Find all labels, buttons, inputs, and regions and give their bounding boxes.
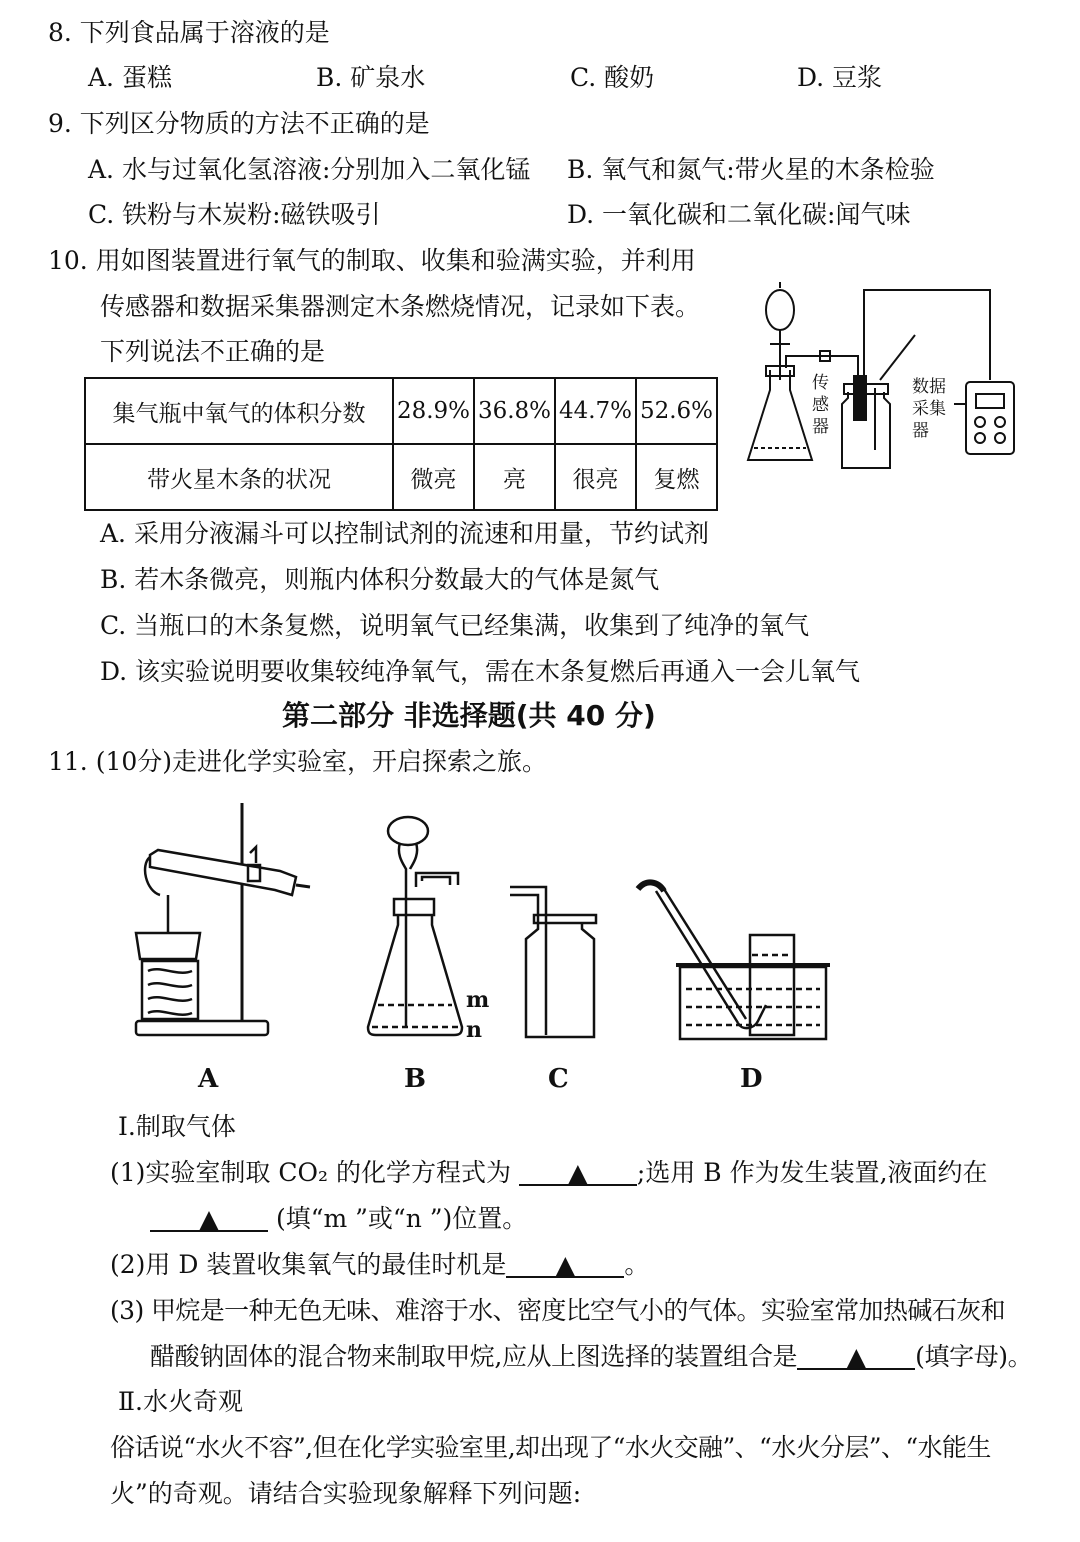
collector-label: 数据 <box>912 377 946 397</box>
table-cell: 52.6% <box>636 378 717 444</box>
q8-option-a: A. 蛋糕 <box>88 63 172 92</box>
collector-label: 器 <box>912 421 929 441</box>
table-cell: 44.7% <box>555 378 636 444</box>
conical-flask <box>748 370 812 460</box>
table-cell: 复燃 <box>636 444 717 510</box>
s1-q1-text: (1)实验室制取 CO₂ 的化学方程式为 <box>110 1158 511 1187</box>
s2-line1: 俗话说“水火不容”,但在化学实验室里,却出现了“水火交融”、“水火分层”、“水能生 <box>110 1433 991 1462</box>
answer-blank[interactable] <box>150 1204 268 1232</box>
funnel-bulb <box>766 290 794 330</box>
s1-q1-text: ;选用 B 作为发生装置,液面约在 <box>636 1158 988 1187</box>
table-row-header: 带火星木条的状况 <box>85 444 393 510</box>
s1-q2-text: 。 <box>624 1250 650 1279</box>
table-row <box>85 378 717 444</box>
q9-option-d: D. 一氧化碳和二氧化碳:闻气味 <box>567 200 911 229</box>
table-row <box>85 444 717 510</box>
q9-option-c: C. 铁粉与木炭粉:磁铁吸引 <box>88 200 381 229</box>
s1-q1-line2 <box>150 1204 527 1234</box>
q10-option-d: D. 该实验说明要收集较纯净氧气，需在木条复燃后再通入一会儿氧气 <box>100 657 861 686</box>
table-cell: 微亮 <box>393 444 474 510</box>
blank-marker: ▲ <box>555 1250 575 1279</box>
answer-blank[interactable] <box>506 1250 624 1278</box>
q8-option-b: B. 矿泉水 <box>316 63 426 92</box>
q10-option-a: A. 采用分液漏斗可以控制试剂的流速和用量，节约试剂 <box>100 519 709 548</box>
collector-label: 采集 <box>912 399 946 419</box>
sensor-label-char: 感 <box>812 395 829 415</box>
s1-q2-line <box>110 1250 649 1280</box>
s1-q1-text: (填“m ”或“n ”)位置。 <box>275 1204 528 1233</box>
level-label-n: n <box>466 1017 482 1043</box>
s1-q3-line1: (3) 甲烷是一种无色无味、难溶于水、密度比空气小的气体。实验室常加热碱石灰和 <box>110 1296 1005 1325</box>
q8-option-c: C. 酸奶 <box>570 63 655 92</box>
apparatus-c <box>510 887 596 1037</box>
apparatus-d <box>638 882 830 1039</box>
q11-apparatus-figure <box>120 795 840 1095</box>
s1-q1-line1 <box>110 1158 988 1188</box>
s1-q3-text: 醋酸钠固体的混合物来制取甲烷,应从上图选择的装置组合是 <box>150 1342 798 1371</box>
table-cell: 亮 <box>474 444 555 510</box>
answer-blank[interactable] <box>519 1158 637 1186</box>
q10-stem-line1: 10. 用如图装置进行氧气的制取、收集和验满实验，并利用 <box>48 246 696 275</box>
level-label-m: m <box>466 987 490 1013</box>
q10-apparatus-figure <box>740 280 1030 475</box>
s1-q2-text: (2)用 D 装置收集氧气的最佳时机是 <box>110 1250 507 1279</box>
table-cell: 36.8% <box>474 378 555 444</box>
s1-q3-line2 <box>150 1342 1032 1372</box>
blank-marker: ▲ <box>199 1204 219 1233</box>
part2-heading: 第二部分 非选择题(共 40 分) <box>282 699 656 732</box>
q9-option-a: A. 水与过氧化氢溶液:分别加入二氧化锰 <box>88 155 531 184</box>
table-row-header: 集气瓶中氧气的体积分数 <box>85 378 393 444</box>
blank-marker: ▲ <box>846 1342 866 1371</box>
apparatus-label-a: A <box>198 1064 219 1094</box>
q11-stem: 11. (10分)走进化学实验室，开启探索之旅。 <box>48 747 548 776</box>
section2-title: Ⅱ.水火奇观 <box>118 1387 243 1416</box>
sensor <box>854 376 866 420</box>
apparatus-label-b: B <box>404 1064 426 1094</box>
table-cell: 28.9% <box>393 378 474 444</box>
oxygen-data-table <box>84 377 718 511</box>
q10-stem-line3: 下列说法不正确的是 <box>100 337 326 366</box>
s2-line2: 火”的奇观。请结合实验现象解释下列问题: <box>110 1479 582 1508</box>
table-cell: 很亮 <box>555 444 636 510</box>
q10-stem-line2: 传感器和数据采集器测定木条燃烧情况，记录如下表。 <box>100 292 701 321</box>
q10-option-b: B. 若木条微亮，则瓶内体积分数最大的气体是氮气 <box>100 565 660 594</box>
sensor-label-char: 传 <box>812 373 829 393</box>
blank-marker: ▲ <box>568 1158 588 1187</box>
data-collector <box>966 382 1014 454</box>
apparatus-a <box>136 803 310 1035</box>
q8-stem: 8. 下列食品属于溶液的是 <box>48 18 330 47</box>
q10-option-c: C. 当瓶口的木条复燃，说明氧气已经集满，收集到了纯净的氧气 <box>100 611 810 640</box>
apparatus-label-c: C <box>548 1064 569 1094</box>
q8-option-d: D. 豆浆 <box>797 63 883 92</box>
s1-q3-text: (填字母)。 <box>915 1342 1033 1371</box>
q9-stem: 9. 下列区分物质的方法不正确的是 <box>48 109 430 138</box>
sensor-label-char: 器 <box>812 417 829 437</box>
section1-title: Ⅰ.制取气体 <box>118 1112 236 1141</box>
answer-blank[interactable] <box>797 1342 915 1370</box>
apparatus-b <box>368 817 462 1035</box>
apparatus-label-d: D <box>740 1064 763 1094</box>
q9-option-b: B. 氧气和氮气:带火星的木条检验 <box>567 155 935 184</box>
